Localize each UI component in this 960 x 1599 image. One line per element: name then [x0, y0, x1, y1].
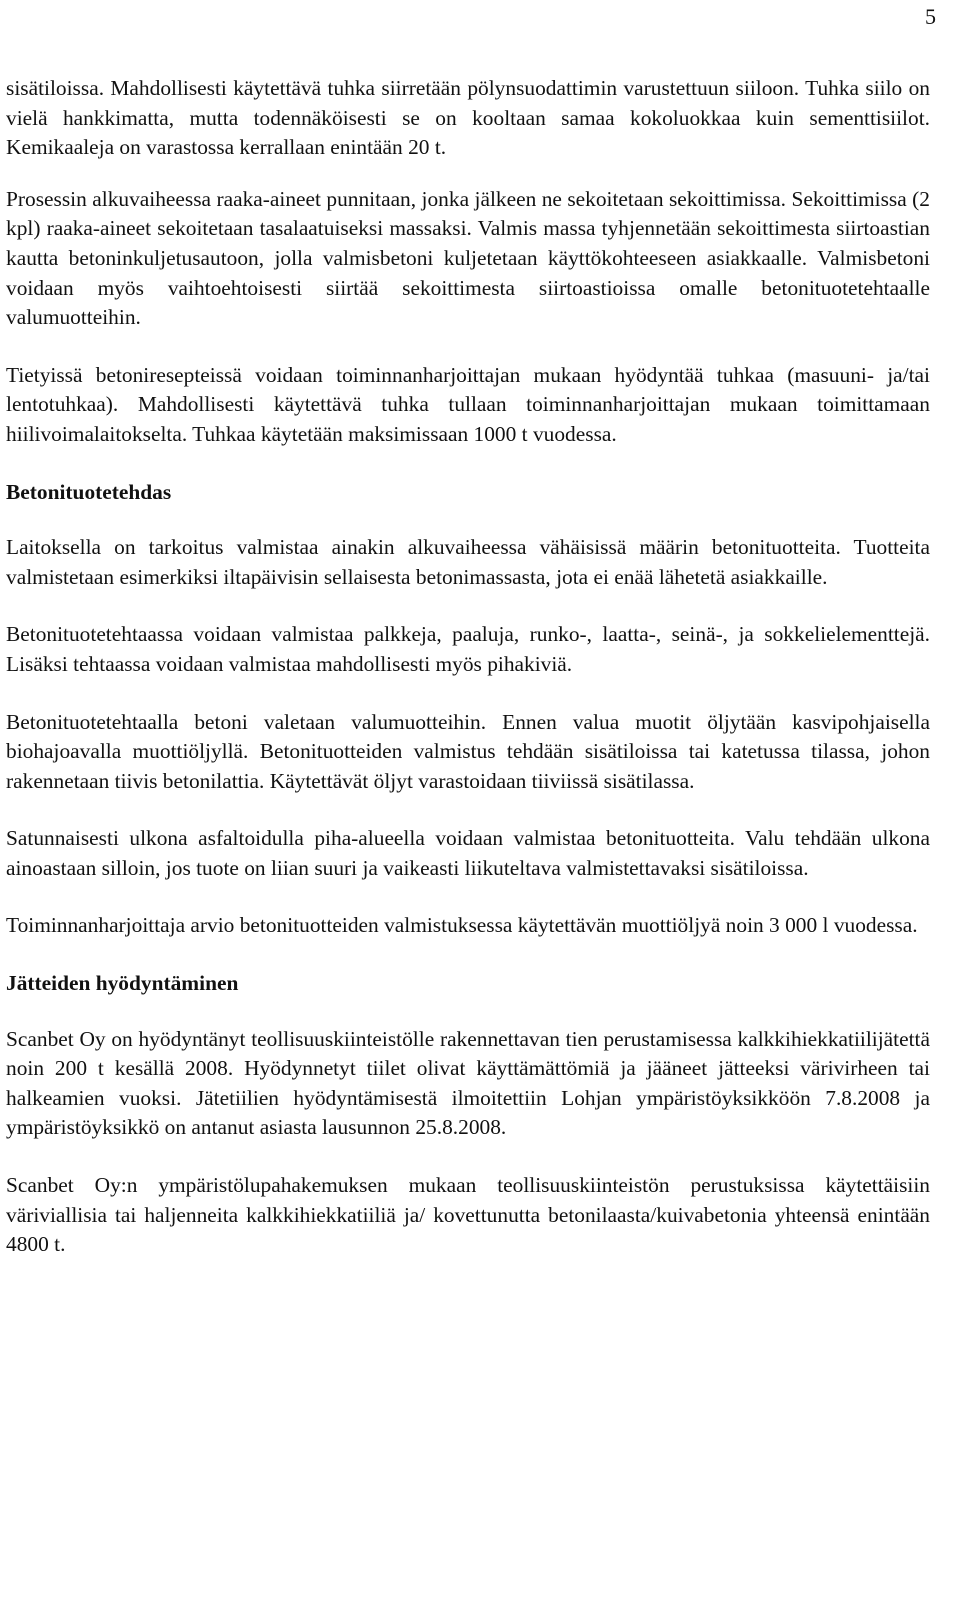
heading-jatteiden-hyodyntaminen: Jätteiden hyödyntäminen	[6, 971, 239, 996]
paragraph-betonituotetehdas-3: Betonituotetehtaalla betoni valetaan valumuotteihin. Ennen valua muotit öljytään kasvipohjaisella biohajoavalla muottiöljyllä. Betonituotteiden valmistus tehdään sisätiloissa tai katetussa tilassa, johon rakennetaan tiivis betonilattia. Käytettävät öljyt varastoidaan tiiviissä sisätilassa.	[6, 709, 930, 793]
paragraph-betonituotetehdas-5: Toiminnanharjoittaja arvio betonituotteiden valmistuksessa käytettävän muottiöljyä noin 3 000 l vuodessa.	[6, 913, 918, 938]
paragraph-intro-3: Tietyissä betoniresepteissä voidaan toiminnanharjoittajan mukaan hyödyntää tuhkaa (masuuni- ja/tai lentotuhkaa). Mahdollisesti käytettävä tuhka tullaan toiminnanharjoittajan mukaan toimittamaan hiilivoimalaitokselta. Tuhkaa käytetään maksimissaan 1000 t vuodessa.	[6, 362, 930, 446]
page-number: 5	[925, 4, 936, 29]
paragraph-betonituotetehdas-2: Betonituotetehtaassa voidaan valmistaa palkkeja, paaluja, runko-, laatta-, seinä-, ja sokkelielementtejä. Lisäksi tehtaassa voidaan valmistaa mahdollisesti myös pihakiviä.	[6, 622, 930, 676]
document-body	[6, 74, 930, 1288]
paragraph-betonituotetehdas-4: Satunnaisesti ulkona asfaltoidulla piha-alueella voidaan valmistaa betonituotteita. Valu tehdään ulkona ainoastaan silloin, jos tuote on liian suuri ja vaikeasti liikuteltava valmistettavaksi sisätiloissa.	[6, 826, 930, 880]
paragraph-betonituotetehdas-1: Laitoksella on tarkoitus valmistaa ainakin alkuvaiheessa vähäisissä määrin betonituotteita. Tuotteita valmistetaan esimerkiksi iltapäivisin sellaisesta betonimassasta, jota ei enää lähetetä asiakkaille.	[6, 535, 930, 589]
heading-betonituotetehdas: Betonituotetehdas	[6, 479, 172, 504]
paragraph-intro-1: sisätiloissa. Mahdollisesti käytettävä tuhka siirretään pölynsuodattimin varustettuun siiloon. Tuhka siilo on vielä hankkimatta, mutta todennäköisesti se on kooltaan samaa kokoluokkaa kuin sementtisiilot. Kemikaaleja on varastossa kerrallaan enintään 20 t.	[6, 76, 930, 160]
paragraph-intro-2: Prosessin alkuvaiheessa raaka-aineet punnitaan, jonka jälkeen ne sekoitetaan sekoittimissa. Sekoittimissa (2 kpl) raaka-aineet sekoitetaan tasalaatuiseksi massaksi. Valmis massa tyhjennetään sekoittimesta siirtoastian kautta betoninkuljetusautoon, jolla valmisbetoni kuljetetaan käyttökohteeseen asiakkaalle. Valmisbetoni voidaan myös vaihtoehtoisesti siirtää sekoittimesta siirtoastioissa omalle betonituotetehtaalle valumuotteihin.	[6, 186, 930, 330]
paragraph-jatteiden-1: Scanbet Oy on hyödyntänyt teollisuuskiinteistölle rakennettavan tien perustamisessa kalkkihiekkatiilijätettä noin 200 t kesällä 2008. Hyödynnetyt tiilet olivat käyttämättömiä ja jääneet jätteeksi värivirheen tai halkeamien vuoksi. Jätetiilien hyödyntämisestä ilmoitettiin Lohjan ympäristöyksikköön 7.8.2008 ja ympäristöyksikkö on antanut asiasta lausunnon 25.8.2008.	[6, 1026, 930, 1140]
paragraph-jatteiden-2: Scanbet Oy:n ympäristölupahakemuksen mukaan teollisuuskiinteistön perustuksissa käytettäisiin väriviallisia tai haljenneita kalkkihiekkatiiliä ja/ kovettunutta betonilaasta/kuivabetonia yhteensä enintään 4800 t.	[6, 1173, 930, 1257]
